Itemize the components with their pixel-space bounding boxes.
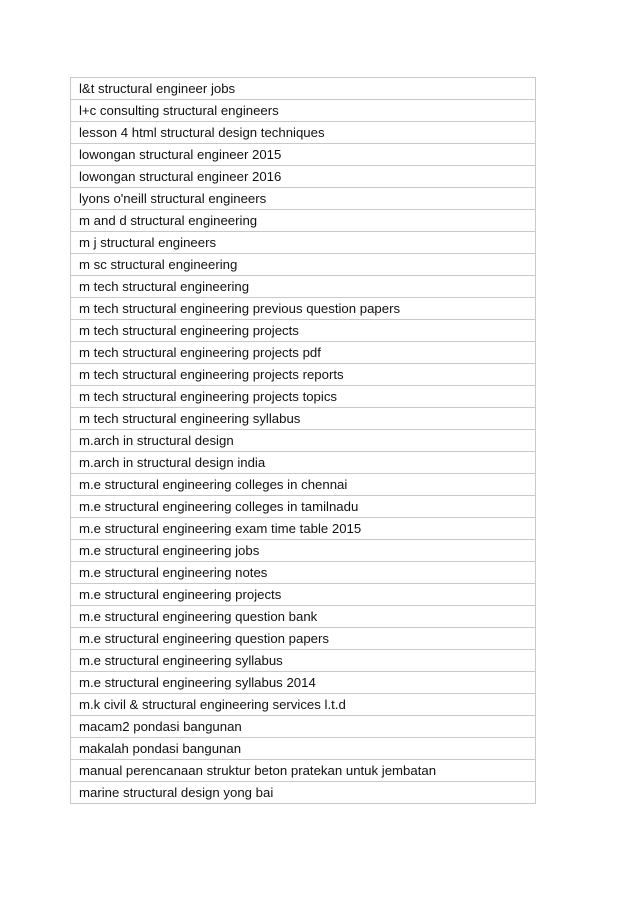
table-cell: m.e structural engineering colleges in tamilnadu — [71, 496, 536, 518]
table-row — [71, 760, 536, 782]
table-cell: macam2 pondasi bangunan — [71, 716, 536, 738]
table-row — [71, 584, 536, 606]
table-row — [71, 210, 536, 232]
table-cell: m j structural engineers — [71, 232, 536, 254]
table-row — [71, 430, 536, 452]
table-row — [71, 78, 536, 100]
table-cell: m.e structural engineering notes — [71, 562, 536, 584]
table-cell: m tech structural engineering projects topics — [71, 386, 536, 408]
table-row — [71, 408, 536, 430]
table-cell: m.e structural engineering question bank — [71, 606, 536, 628]
table-cell: lowongan structural engineer 2015 — [71, 144, 536, 166]
table-row — [71, 562, 536, 584]
table-row — [71, 540, 536, 562]
table-cell: makalah pondasi bangunan — [71, 738, 536, 760]
table-row — [71, 628, 536, 650]
table-cell: m tech structural engineering projects reports — [71, 364, 536, 386]
table-row — [71, 716, 536, 738]
table-cell: manual perencanaan struktur beton pratekan untuk jembatan — [71, 760, 536, 782]
table-row — [71, 386, 536, 408]
table-row — [71, 496, 536, 518]
table-row — [71, 276, 536, 298]
table-cell: m.e structural engineering syllabus 2014 — [71, 672, 536, 694]
table-cell: m.arch in structural design — [71, 430, 536, 452]
table-cell: m tech structural engineering previous question papers — [71, 298, 536, 320]
table-cell: l+c consulting structural engineers — [71, 100, 536, 122]
table-row — [71, 518, 536, 540]
table-row — [71, 254, 536, 276]
table-row — [71, 188, 536, 210]
table-cell: m.arch in structural design india — [71, 452, 536, 474]
table-cell: m tech structural engineering — [71, 276, 536, 298]
table-cell: l&t structural engineer jobs — [71, 78, 536, 100]
table-row — [71, 100, 536, 122]
table-row — [71, 364, 536, 386]
keyword-table — [70, 77, 536, 804]
table-row — [71, 298, 536, 320]
table-row — [71, 320, 536, 342]
table-cell: m tech structural engineering projects — [71, 320, 536, 342]
keyword-table-body — [71, 78, 536, 804]
table-cell: m.e structural engineering syllabus — [71, 650, 536, 672]
table-cell: lesson 4 html structural design techniques — [71, 122, 536, 144]
table-row — [71, 672, 536, 694]
table-cell: m tech structural engineering projects pdf — [71, 342, 536, 364]
table-row — [71, 342, 536, 364]
table-cell: lowongan structural engineer 2016 — [71, 166, 536, 188]
table-row — [71, 606, 536, 628]
table-row — [71, 694, 536, 716]
table-row — [71, 232, 536, 254]
table-cell: m.k civil & structural engineering services l.t.d — [71, 694, 536, 716]
table-cell: marine structural design yong bai — [71, 782, 536, 804]
table-cell: m tech structural engineering syllabus — [71, 408, 536, 430]
table-row — [71, 782, 536, 804]
table-cell: m sc structural engineering — [71, 254, 536, 276]
table-row — [71, 650, 536, 672]
table-row — [71, 166, 536, 188]
table-row — [71, 122, 536, 144]
table-cell: m.e structural engineering exam time table 2015 — [71, 518, 536, 540]
table-cell: m.e structural engineering projects — [71, 584, 536, 606]
table-cell: m.e structural engineering colleges in chennai — [71, 474, 536, 496]
table-cell: m and d structural engineering — [71, 210, 536, 232]
table-cell: m.e structural engineering jobs — [71, 540, 536, 562]
table-row — [71, 452, 536, 474]
table-cell: m.e structural engineering question papers — [71, 628, 536, 650]
table-cell: lyons o'neill structural engineers — [71, 188, 536, 210]
table-row — [71, 144, 536, 166]
table-row — [71, 474, 536, 496]
table-row — [71, 738, 536, 760]
